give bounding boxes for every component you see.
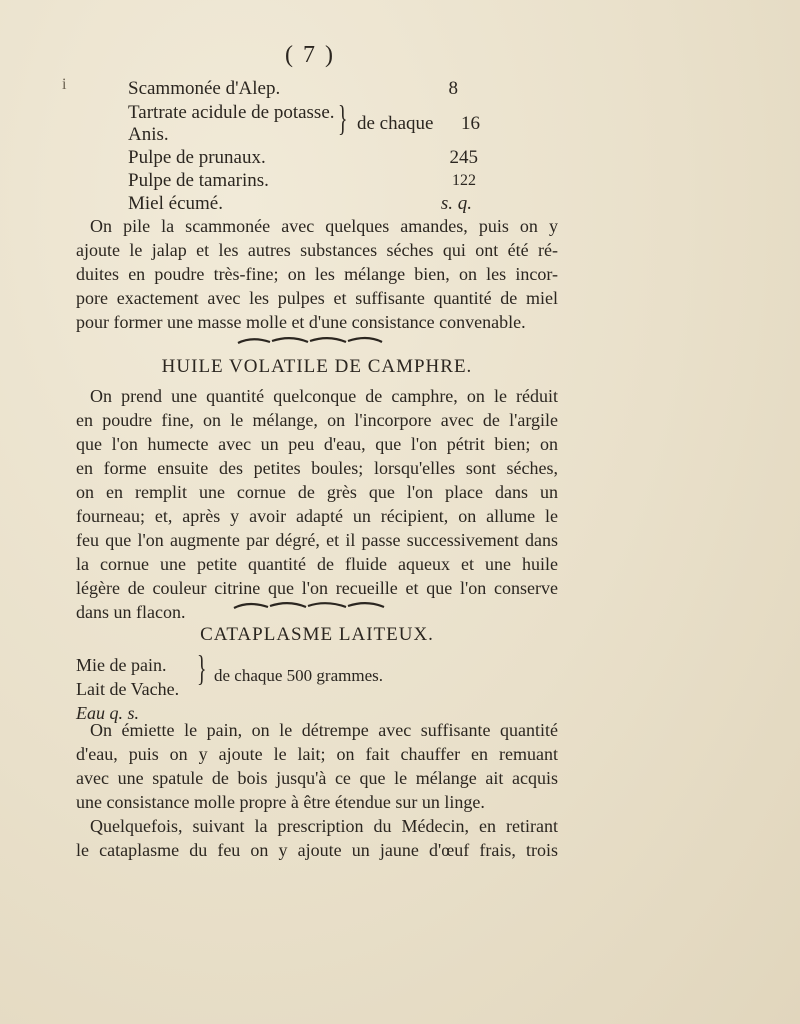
- text-line: avec une spatule de bois jusqu'à ce que le mélange ait acquis: [76, 768, 558, 788]
- text-line: feu que l'on augmente par dégré, et il passe successivement dans: [76, 530, 558, 550]
- section-title: CATAPLASME LAITEUX.: [200, 624, 434, 645]
- brace-qty: 16: [461, 113, 480, 134]
- text-line: ajoute le jalap et les autres substances séches qui ont été ré-: [76, 240, 558, 260]
- section3-text-2: [76, 814, 558, 862]
- water-line: Eau q. s.: [76, 703, 139, 723]
- brace-text: de chaque 500 grammes.: [214, 666, 383, 685]
- text-line: en poudre fine, on le mélange, on l'incorpore avec de l'argile: [76, 410, 558, 430]
- text-line: Quelquefois, suivant la prescription du Médecin, en retirant: [90, 816, 558, 836]
- text-line: que l'on humecte avec un peu d'eau, que l'on pétrit bien; on: [76, 434, 558, 454]
- section2-text: [76, 384, 558, 624]
- ingredient-name: Pulpe de tamarins.: [128, 170, 269, 191]
- ingredient-qty: 122: [452, 172, 476, 189]
- text-line: une consistance molle propre à être étendue sur un linge.: [76, 792, 485, 812]
- text-line: d'eau, puis on y ajoute le lait; on fait chauffer en remuant: [76, 744, 558, 764]
- text-line: On émiette le pain, on le détrempe avec suffisante quantité: [90, 720, 558, 740]
- text-line: fourneau; et, après y avoir adapté un récipient, on allume le: [76, 506, 558, 526]
- text-line: On pile la scammonée avec quelques amandes, puis on y: [90, 216, 558, 236]
- text-line: On prend une quantité quelconque de camphre, on le réduit: [90, 386, 558, 406]
- ingredient-qty: 8: [448, 78, 458, 99]
- text-line: pore exactement avec les pulpes et suffisante quantité de miel: [76, 288, 558, 308]
- text-line: légère de couleur citrine que l'on recueille et que l'on conserve: [76, 578, 558, 598]
- ingredient-name: Anis.: [128, 124, 169, 145]
- text-line: en forme ensuite des petites boules; lorsqu'elles sont séches,: [76, 458, 558, 478]
- text-line: la cornue une petite quantité de fluide aqueux et une huile: [76, 554, 558, 574]
- section3-text: [76, 718, 558, 814]
- text-line: duites en poudre très-fine; on les mélange bien, on les incor-: [76, 264, 558, 284]
- page-number: ( 7 ): [285, 42, 335, 68]
- section-title: HUILE VOLATILE DE CAMPHRE.: [161, 356, 473, 377]
- margin-mark: i: [62, 76, 67, 93]
- text-line: pour former une masse molle et d'une consistance convenable.: [76, 312, 526, 332]
- ingredient-name: Mie de pain.: [76, 655, 167, 675]
- text-line: dans un flacon.: [76, 602, 186, 622]
- ornament-divider: [236, 336, 384, 346]
- ingredient-qty: s. q.: [440, 193, 472, 214]
- brace: }: [197, 648, 207, 688]
- brace: }: [338, 98, 348, 138]
- ingredient-name: Lait de Vache.: [76, 679, 180, 699]
- ingredient-name: Pulpe de prunaux.: [128, 147, 266, 168]
- ornament-divider: [232, 601, 386, 611]
- recipe1-instructions: [76, 214, 558, 334]
- text-line: on en remplit une cornue de grès que l'on place dans un: [76, 482, 558, 502]
- ingredient-qty: 245: [449, 147, 478, 168]
- ingredient-name: Tartrate acidule de potasse.: [128, 102, 335, 123]
- text-line: le cataplasme du feu on y ajoute un jaune d'œuf frais, trois: [76, 840, 558, 860]
- ingredient-name: Miel écumé.: [128, 193, 223, 214]
- ingredient-name: Scammonée d'Alep.: [128, 78, 281, 99]
- brace-text: de chaque: [357, 113, 434, 134]
